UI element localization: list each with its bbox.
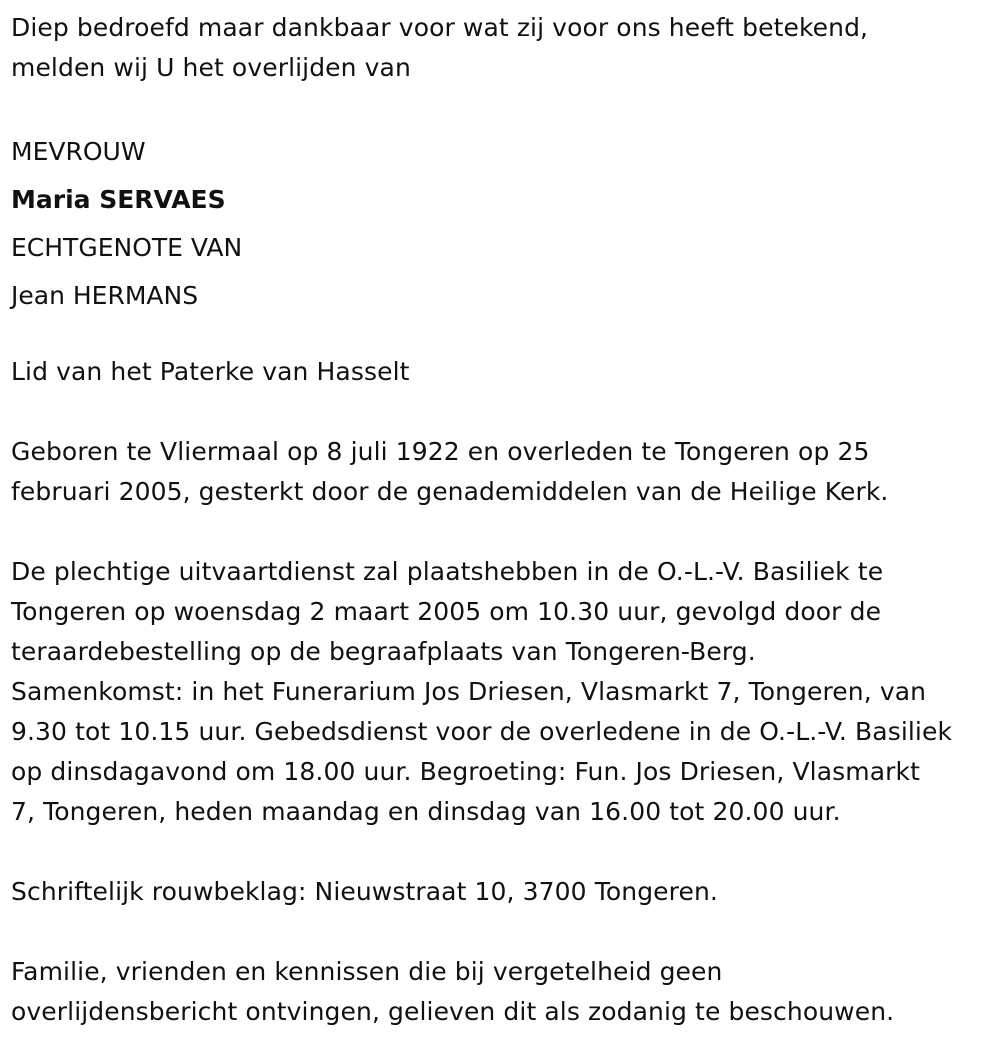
birth-death-paragraph [11,432,1000,512]
condolence-paragraph [11,872,1000,912]
intro-line-1: Diep bedroefd maar dankbaar voor wat zij voor ons heeft betekend, [11,13,869,42]
deceased-relation: ECHTGENOTE VAN [11,233,243,262]
service-line: 7, Tongeren, heden maandag en dinsdag van 16.00 tot 20.00 uur. [11,797,841,826]
service-line: op dinsdagavond om 18.00 uur. Begroeting: Fun. Jos Driesen, Vlasmarkt [11,757,920,786]
service-paragraph [11,552,1000,832]
service-line: 9.30 tot 10.15 uur. Gebedsdienst voor de overledene in de O.-L.-V. Basiliek [11,717,953,746]
spacer [11,832,1000,872]
condolence-line: Schriftelijk rouwbeklag: Nieuwstraat 10, 3700 Tongeren. [11,877,718,906]
service-line: Tongeren op woensdag 2 maart 2005 om 10.30 uur, gevolgd door de [11,597,882,626]
membership-paragraph [11,352,1000,392]
intro-line-2: melden wij U het overlijden van [11,53,411,82]
service-line: De plechtige uitvaartdienst zal plaatshebben in de O.-L.-V. Basiliek te [11,557,884,586]
birth-death-line-1: Geboren te Vliermaal op 8 juli 1922 en overleden te Tongeren op 25 [11,437,870,466]
spacer [11,912,1000,952]
closing-line-2: overlijdensbericht ontvingen, gelieven dit als zodanig te beschouwen. [11,997,895,1026]
intro-paragraph [11,8,1000,88]
service-line: teraardebestelling op de begraafplaats van Tongeren-Berg. [11,637,756,666]
spacer [11,512,1000,552]
membership-line: Lid van het Paterke van Hasselt [11,357,410,386]
spouse-name: Jean HERMANS [11,281,199,310]
deceased-name: Maria SERVAES [11,185,226,214]
spacer [11,88,1000,128]
birth-death-line-2: februari 2005, gesterkt door de genademiddelen van de Heilige Kerk. [11,477,889,506]
service-line: Samenkomst: in het Funerarium Jos Driesen, Vlasmarkt 7, Tongeren, van [11,677,927,706]
closing-line-1: Familie, vrienden en kennissen die bij vergetelheid geen [11,957,723,986]
deceased-block [11,128,1000,320]
closing-paragraph [11,952,1000,1032]
spacer [11,392,1000,432]
deceased-title: MEVROUW [11,137,146,166]
spacer [11,320,1000,352]
